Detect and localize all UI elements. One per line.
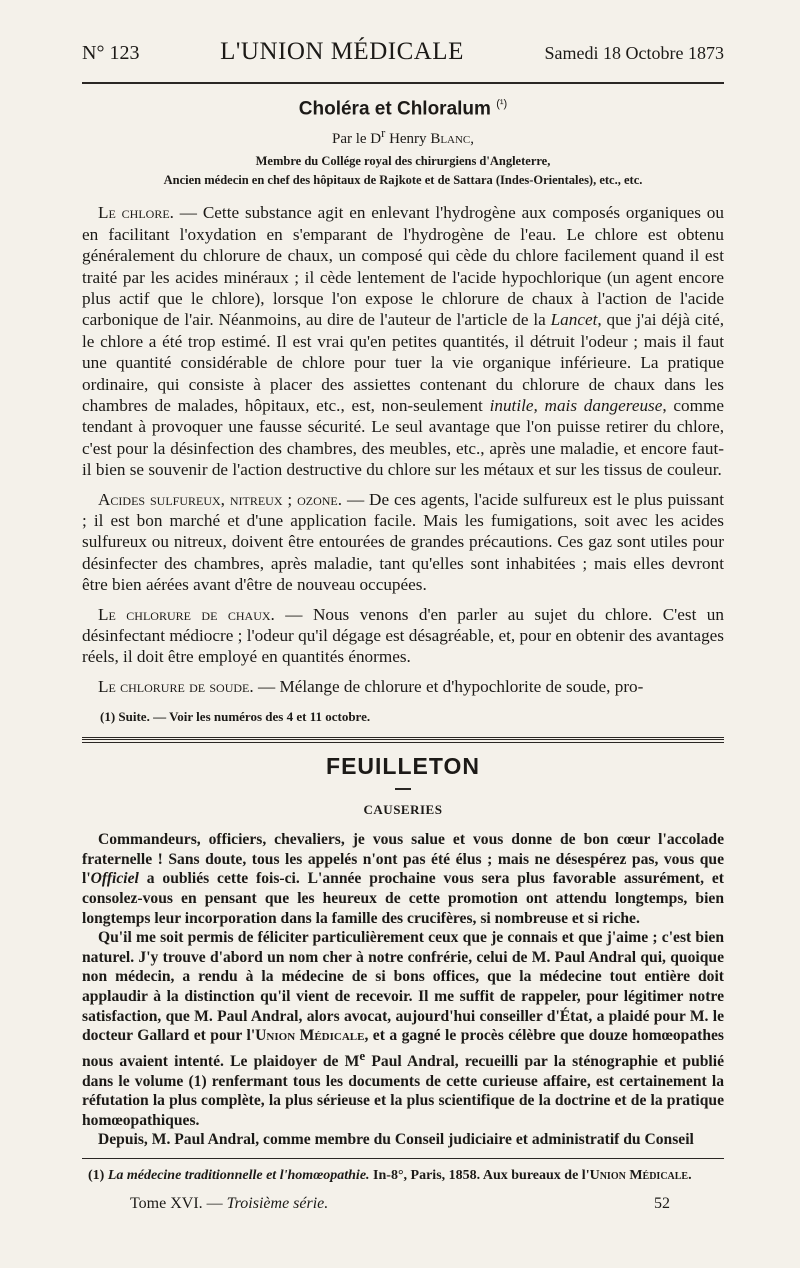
footnote-number: (1)	[88, 1167, 108, 1183]
feuilleton-paragraph	[82, 830, 724, 928]
feuilleton-body	[82, 830, 724, 1150]
page	[82, 38, 724, 1213]
page-number: 52	[654, 1194, 670, 1212]
book-title: La médecine traditionnelle et l'homœopathie.	[107, 1167, 370, 1183]
page-footer	[82, 1195, 724, 1213]
article-title-text: Choléra et Chloralum	[298, 98, 491, 120]
section-chlorure-soude	[82, 676, 724, 697]
maitre-sup: e	[359, 1047, 366, 1063]
section-lead: Acides sulfureux, nitreux ; ozone.	[98, 489, 343, 509]
byline-last-name: Blanc	[430, 131, 471, 148]
paragraph-text: a oubliés cette fois-ci. L'année prochaine vous sera plus favorable assurément, et consolez-vous en pensant que les heureux de cette promotion ont attendu longtemps, bien longtemps leur incorporation dans la famille des crucifères, si nombreuse et si riche.	[82, 870, 724, 927]
union-medicale-ref: Union Médicale	[589, 1167, 689, 1183]
issue-number: N° 123	[82, 42, 140, 64]
footnote-text: In-8°, Paris, 1858. Aux bureaux de l'	[369, 1167, 590, 1183]
byline-sup: r	[381, 126, 386, 141]
feuilleton-title: FEUILLETON	[326, 753, 480, 780]
section-lead: Le chlorure de chaux.	[98, 604, 275, 624]
section-chlore	[82, 202, 724, 480]
tome-label: Tome XVI. —	[130, 1194, 227, 1212]
lancet-ref: Lancet	[550, 310, 598, 330]
article-title	[82, 98, 724, 120]
union-medicale-ref: Union Médicale	[255, 1027, 365, 1045]
paragraph-text: Paul Andral, recueilli par la sténographie et publié dans le volume (1) renfermant tous les documents de cette curieuse affaire, est certainement la réfutation la plus complète, la plus sérieuse et la plus scientifique de la doctrine et de la pratique homœopathiques.	[82, 1052, 724, 1129]
author-affiliation	[82, 152, 724, 190]
section-text: — De ces agents, l'acide sulfureux est le plus puissant ; il est bon marché et d'une application facile. Mais les fumigations, soit avec les acides sulfureux ou nitreux, doivent être entourées de grandes précautions. Ces gaz sont utiles pour désinfecter des chambres, après maladie, tant qu'elles sont inhabitées ; mais elles devront être bien aérées avant d'être de nouveau occupées.	[82, 489, 724, 595]
paragraph-text: Qu'il me soit permis de féliciter particulièrement ceux que je connais et que j'aime ; c'est bien naturel. J'y trouve d'abord un nom cher à notre confrérie, celui de M. Paul Andral qui, quoique non médecin, a rendu à la médecine de si bons offices, que la médecine tout entière doit applaudir à la distinction qu'il vient de recevoir. Il me suffit de rappeler, pour légitimer notre satisfaction, que M. Paul Andral, alors avocat, aujourd'hui conseiller d'État, a plaidé pour M. le docteur Gallard et pour l'	[82, 929, 724, 1045]
journal-title: L'UNION MÉDICALE	[220, 38, 464, 65]
feuilleton-subtitle: CAUSERIES	[363, 802, 443, 818]
footnote-end: .	[688, 1167, 692, 1183]
section-text: , que j'ai déjà cité, le chlore a été trop estimé. Il est vrai qu'en petites quantités, il détruit l'odeur ; mais il faut une quantité considérable de chlore pour tuer la vie organique inférieure. La pratique ordinaire, qui consiste à placer des assiettes contenant du chlorure de chaux dans les chambres de malades, hôpitaux, etc., est, non-seulement	[82, 310, 724, 415]
byline-prefix: Par le D	[331, 131, 382, 148]
volume-info	[82, 1195, 328, 1213]
article-body	[82, 202, 724, 697]
section-lead: Le chlore.	[98, 203, 174, 223]
affiliation-line-2: Ancien médecin en chef des hôpitaux de Rajkote et de Sattara (Indes-Orientales), etc., etc.	[163, 173, 643, 188]
page-header	[82, 38, 724, 80]
article-footnote: (1) Suite. — Voir les numéros des 4 et 11 octobre.	[100, 709, 371, 725]
feuilleton-paragraph	[82, 928, 724, 1130]
feuilleton-paragraph: Depuis, M. Paul Andral, comme membre du Conseil judiciaire et administratif du Conseil	[98, 1131, 694, 1149]
section-text: — Nous venons d'en parler au sujet du chlore. C'est un désinfectant médiocre ; l'odeur qu'il dégage est désagréable, et, pour en obtenir des avantages réels, il doit être employé en quantités énormes.	[82, 604, 724, 667]
section-text: — Cette substance agit en enlevant l'hydrogène aux composés organiques ou en facilitant l'oxydation en s'emparant de l'hydrogène de l'eau. Le chlore est obtenu généralement du chlorure de chaux, un composé qui cède du chlore facilement quand il est traité par les acides minéraux ; il cède lentement de l'acide hypochlorique (un agent encore plus actif que le chlore), lorsque l'on expose le chlorure de chaux à l'action de l'acide carbonique de l'air. Néanmoins, au dire de l'auteur de l'article de la	[82, 203, 724, 330]
title-dash	[395, 788, 411, 790]
title-note-ref: (¹)	[496, 98, 508, 110]
article-byline: Par le $D^r$ Henry Blanc,	[331, 126, 475, 148]
serie-label: Troisième série.	[226, 1194, 329, 1212]
section-text: — Mélange de chlorure et d'hypochlorite de soude, pro-	[253, 676, 644, 696]
footnote-rule	[82, 1158, 724, 1159]
affiliation-line-1: Membre du Collége royal des chirurgiens d'Angleterre,	[255, 154, 551, 169]
paragraph-text: Commandeurs, officiers, chevaliers, je vous salue et vous donne de bon cœur l'accolade fraternelle ! Sans doute, tous les appelés n'ont pas été élus ; mais ne désespérez pas, vous que l'	[82, 831, 724, 888]
feuilleton-footnote	[82, 1167, 724, 1185]
section-lead: Le chlorure de soude.	[98, 676, 254, 696]
header-rule	[82, 82, 724, 84]
paragraph-text: , et a gagné le procès célèbre que douze homœopathes nous avaient intenté. Le plaidoyer de M	[82, 1027, 725, 1070]
emphasis: inutile, mais dangereuse	[489, 395, 663, 415]
feuilleton-separator	[82, 737, 724, 743]
section-acides	[82, 489, 724, 596]
section-chlorure-chaux	[82, 604, 724, 668]
issue-date: Samedi 18 Octobre 1873	[544, 43, 724, 63]
byline-first-name: Henry	[389, 131, 427, 148]
section-text: , comme tendant à provoquer une fausse sécurité. Le seul avantage que l'on puisse retirer du chlore, c'est pour la désinfection des chambres, des meubles, etc., après une maladie, et encore faut-il bien se souvenir de l'action destructive du chlore sur les métaux et sur les tissus de couleur.	[82, 395, 724, 480]
officiel-ref: Officiel	[90, 870, 139, 888]
